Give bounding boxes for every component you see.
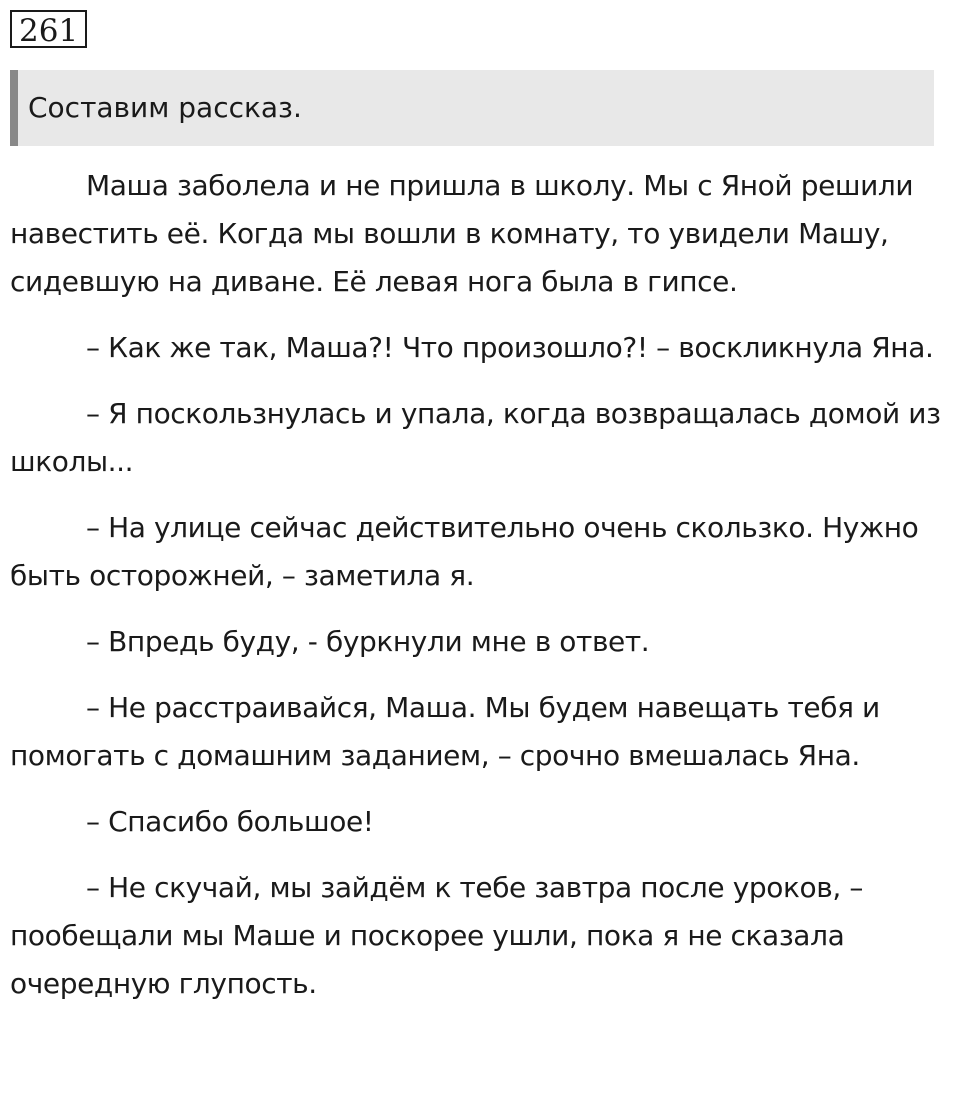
task-instruction-bar bbox=[10, 70, 934, 146]
story-paragraph: – Не расстраивайся, Маша. Мы будем навещать тебя и помогать с домашним заданием, – срочно вмешалась Яна. bbox=[10, 691, 880, 772]
story-paragraph: – Не скучай, мы зайдём к тебе завтра после уроков, – пообещали мы Маше и поскорее ушли, пока я не сказала очередную глупость. bbox=[10, 871, 863, 1000]
story-paragraph: – Я поскользнулась и упала, когда возвращалась домой из школы... bbox=[10, 397, 941, 478]
task-accent-stripe bbox=[10, 70, 18, 146]
exercise-number: 261 bbox=[10, 10, 87, 48]
story-paragraph: – Впредь буду, - буркнули мне в ответ. bbox=[86, 625, 650, 658]
story-paragraph: Маша заболела и не пришла в школу. Мы с Яной решили навестить её. Когда мы вошли в комнату, то увидели Машу, сидевшую на диване. Её левая нога была в гипсе. bbox=[10, 169, 914, 298]
story-paragraph: – Спасибо большое! bbox=[86, 805, 374, 838]
story-paragraph: – Как же так, Маша?! Что произошло?! – воскликнула Яна. bbox=[86, 331, 934, 364]
story-paragraph: – На улице сейчас действительно очень скользко. Нужно быть осторожней, – заметила я. bbox=[10, 511, 919, 592]
story-text bbox=[10, 162, 945, 1026]
task-instruction: Составим рассказ. bbox=[28, 91, 302, 124]
